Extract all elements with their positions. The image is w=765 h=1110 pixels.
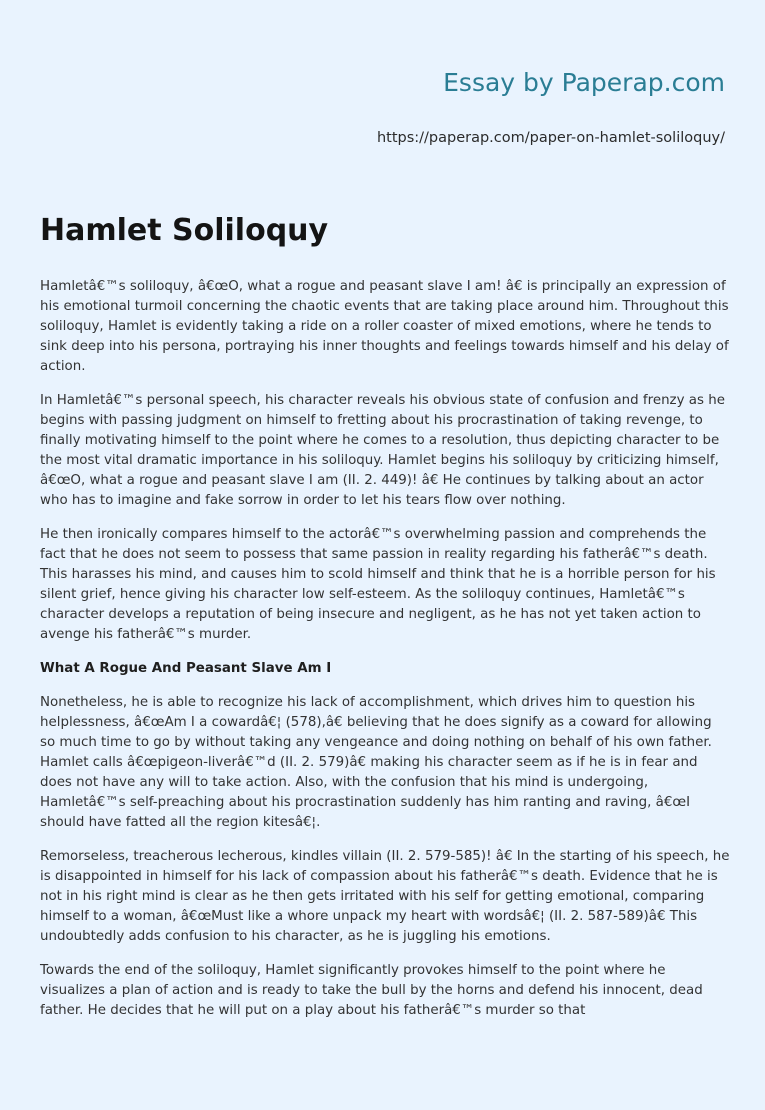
site-brand-link[interactable]: Essay by Paperap.com: [443, 68, 725, 97]
essay-body: [40, 277, 730, 1035]
section-subheading: What A Rogue And Peasant Slave Am I: [40, 661, 332, 676]
essay-paragraph-3: He then ironically compares himself to the actorâ€™s overwhelming passion and comprehends the fact that he does not seem to possess that same passion in reality regarding his fatherâ€™s death. This harasses his mind, and causes him to scold himself and think that he is a horrible person for his silent grief, hence giving his character low self-esteem. As the soliloquy continues, Hamletâ€™s character develops a reputation of being insecure and negligent, as he has not yet taken action to avenge his fatherâ€™s murder.: [40, 527, 716, 642]
essay-paragraph-4: Nonetheless, he is able to recognize his lack of accomplishment, which drives him to question his helplessness, â€œAm I a cowardâ€¦ (578),â€ believing that he does signify as a coward for allowing so much time to go by without taking any vengeance and doing nothing on behalf of his own father. Hamlet calls â€œpigeon-liverâ€™d (II. 2. 579)â€ making his character seem as if he is in fear and does not have any will to take action. Also, with the confusion that his mind is undergoing, Hamletâ€™s self-preaching about his procrastination suddenly has him ranting and raving, â€œI should have fatted all the region kitesâ€¦.: [40, 695, 712, 830]
source-url: https://paperap.com/paper-on-hamlet-soliloquy/: [376, 130, 725, 146]
page-title: Hamlet Soliloquy: [40, 213, 329, 248]
essay-paragraph-6: Towards the end of the soliloquy, Hamlet significantly provokes himself to the point where he visualizes a plan of action and is ready to take the bull by the horns and defend his innocent, dead father. He decides that he will put on a play about his fatherâ€™s murder so that: [40, 963, 703, 1018]
essay-paragraph-2: In Hamletâ€™s personal speech, his character reveals his obvious state of confusion and frenzy as he begins with passing judgment on himself to fretting about his procrastination of taking revenge, to finally motivating himself to the point where he comes to a resolution, thus depicting character to be the most vital dramatic importance in his soliloquy. Hamlet begins his soliloquy by criticizing himself, â€œO, what a rogue and peasant slave I am (II. 2. 449)! â€ He continues by talking about an actor who has to imagine and fake sorrow in order to let his tears flow over nothing.: [40, 393, 725, 508]
essay-paragraph-5: Remorseless, treacherous lecherous, kindles villain (II. 2. 579-585)! â€ In the starting of his speech, he is disappointed in himself for his lack of compassion about his fatherâ€™s death. Evidence that he is not in his right mind is clear as he then gets irritated with his self for getting emotional, comparing himself to a woman, â€œMust like a whore unpack my heart with wordsâ€¦ (II. 2. 587-589)â€ This undoubtedly adds confusion to his character, as he is juggling his emotions.: [40, 849, 730, 944]
essay-paragraph-1: Hamletâ€™s soliloquy, â€œO, what a rogue and peasant slave I am! â€ is principally an expression of his emotional turmoil concerning the chaotic events that are taking place around him. Throughout this soliloquy, Hamlet is evidently taking a ride on a roller coaster of mixed emotions, where he tends to sink deep into his persona, portraying his inner thoughts and feelings towards himself and his delay of action.: [40, 279, 729, 374]
